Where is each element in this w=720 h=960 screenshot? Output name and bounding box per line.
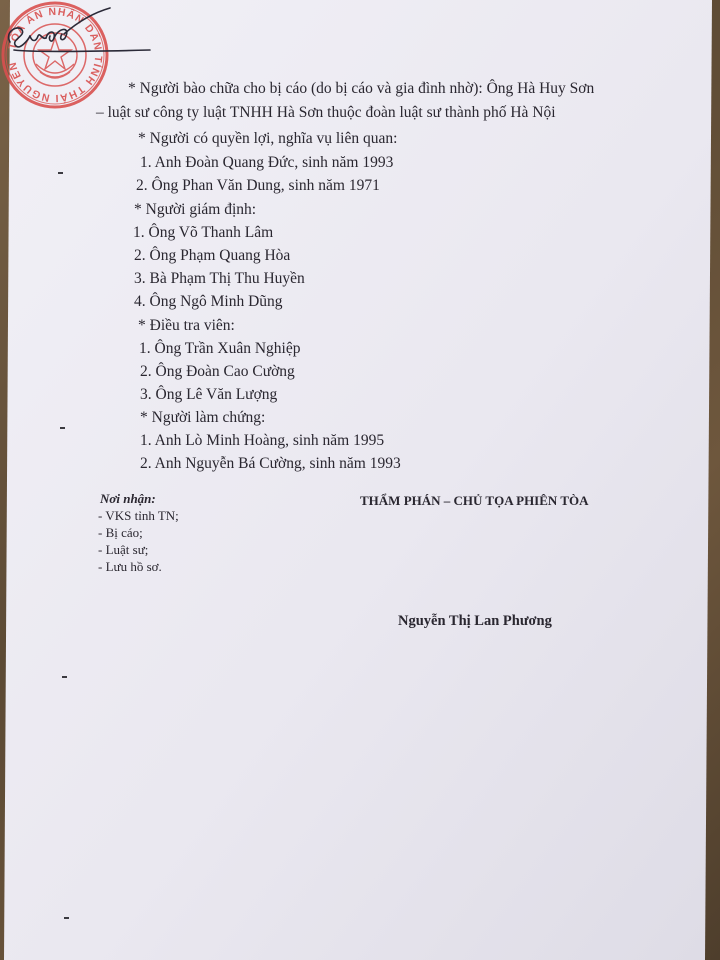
defense-line-2: – luật sư công ty luật TNHH Hà Sơn thuộc đoàn luật sư thành phố Hà Nội: [96, 104, 556, 121]
investigator-item: 1. Ông Trần Xuân Nghiệp: [139, 340, 301, 357]
judge-name: Nguyễn Thị Lan Phương: [398, 613, 552, 629]
related-item: 1. Anh Đoàn Quang Đức, sinh năm 1993: [140, 154, 394, 171]
judge-title: THẨM PHÁN – CHỦ TỌA PHIÊN TÒA: [360, 493, 589, 508]
margin-mark: [64, 917, 69, 919]
expert-item: 4. Ông Ngô Minh Dũng: [134, 293, 283, 310]
witnesses-heading: * Người làm chứng:: [140, 409, 266, 426]
recipients-heading: Nơi nhận:: [100, 491, 156, 506]
defense-line-1: * Người bào chữa cho bị cáo (do bị cáo và gia đình nhờ): Ông Hà Huy Sơn: [128, 80, 595, 97]
investigator-item: 2. Ông Đoàn Cao Cường: [140, 363, 295, 380]
witness-item: 1. Anh Lò Minh Hoàng, sinh năm 1995: [140, 432, 385, 449]
experts-heading: * Người giám định:: [134, 201, 257, 218]
investigator-item: 3. Ông Lê Văn Lượng: [140, 386, 278, 403]
margin-mark: [62, 676, 67, 678]
related-heading: * Người có quyền lợi, nghĩa vụ liên quan:: [138, 130, 398, 147]
judge-signature: [0, 0, 160, 70]
recipient-item: - Lưu hồ sơ.: [98, 559, 162, 574]
investigators-heading: * Điều tra viên:: [138, 317, 235, 334]
margin-mark: [58, 172, 63, 174]
expert-item: 1. Ông Võ Thanh Lâm: [133, 224, 274, 241]
svg-text:TÒA ÁN NHÂN DÂN TỈNH THÁI NGUY: TÒA ÁN NHÂN DÂN TỈNH THÁI NGUYÊN: [6, 5, 105, 105]
recipient-item: - VKS tỉnh TN;: [98, 508, 179, 523]
recipient-item: - Luật sư;: [98, 542, 149, 557]
expert-item: 3. Bà Phạm Thị Thu Huyền: [134, 270, 305, 287]
witness-item: 2. Anh Nguyễn Bá Cường, sinh năm 1993: [140, 455, 401, 472]
related-item: 2. Ông Phan Văn Dung, sinh năm 1971: [136, 177, 380, 194]
expert-item: 2. Ông Phạm Quang Hòa: [134, 247, 291, 264]
margin-mark: [60, 427, 65, 429]
recipient-item: - Bị cáo;: [98, 525, 143, 540]
